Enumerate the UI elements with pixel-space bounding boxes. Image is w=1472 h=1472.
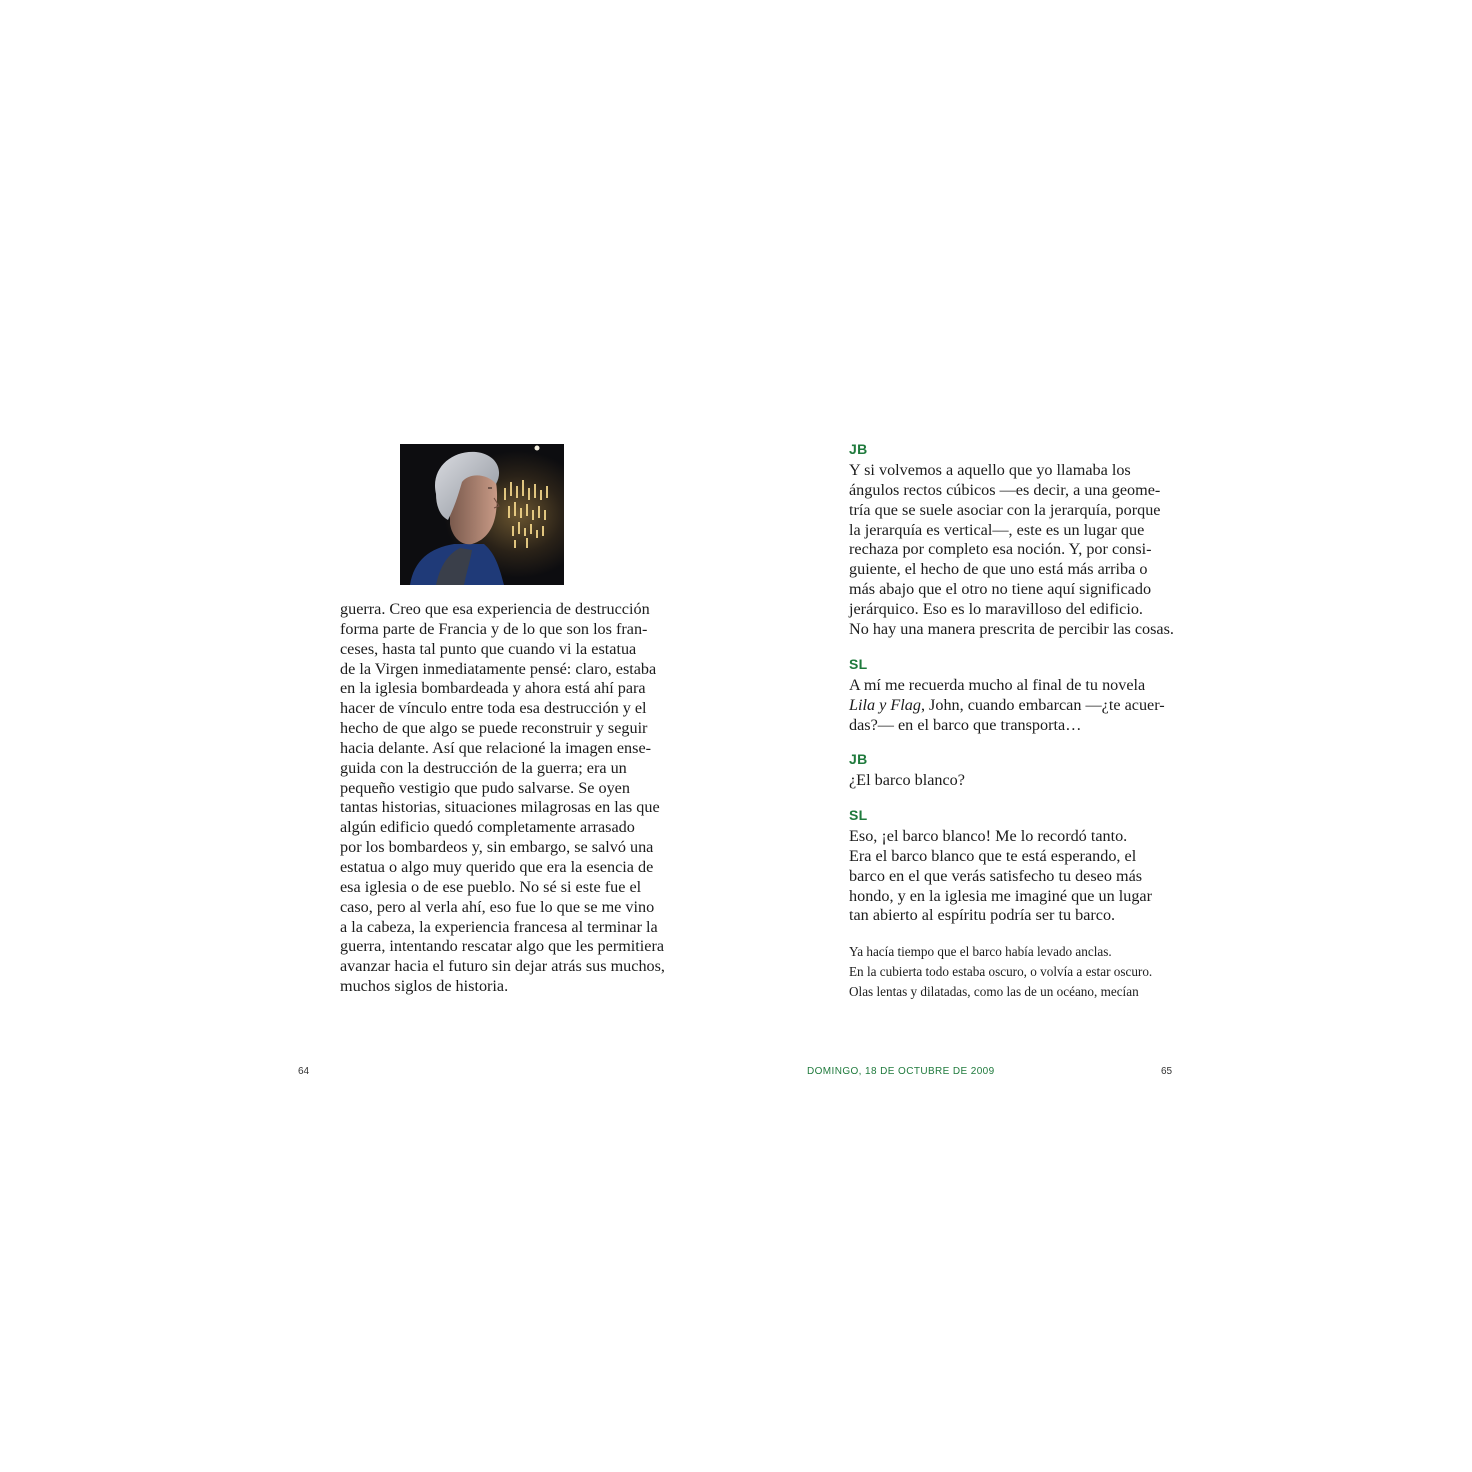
paragraph-line: guerra. Creo que esa experiencia de destrucción <box>340 600 650 618</box>
dialogue-line: ángulos rectos cúbicos —es decir, a una geome- <box>849 480 1161 499</box>
paragraph-line: guida con la destrucción de la guerra; era un <box>340 758 627 777</box>
page-number-left: 64 <box>298 1066 310 1077</box>
speaker-label: SL <box>849 656 868 672</box>
dialogue-line: Eso, ¡el barco blanco! Me lo recordó tanto. <box>849 827 1128 845</box>
paragraph-line: tantas historias, situaciones milagrosas en las que <box>340 798 660 817</box>
dialogue-line: guiente, el hecho de que uno está más arriba o <box>849 560 1148 579</box>
paragraph-line: por los bombardeos y, sin embargo, se salvó una <box>340 838 654 857</box>
paragraph-line: hacia delante. Así que relacioné la imagen ense- <box>340 738 652 757</box>
paragraph-line: avanzar hacia el futuro sin dejar atrás sus muchos, <box>340 957 665 976</box>
dialogue-block <box>849 827 1189 926</box>
dialogue-line: Y si volvemos a aquello que yo llamaba los <box>849 461 1131 479</box>
dialogue-line: barco en el que verás satisfecho tu deseo más <box>849 866 1143 885</box>
dialogue-line: tría que se suele asociar con la jerarquía, porque <box>849 500 1161 519</box>
dialogue-line: rechaza por completo esa noción. Y, por consi- <box>849 540 1152 559</box>
dialogue-line: la jerarquía es vertical—, este es un lugar que <box>849 520 1145 539</box>
dialogue-line: Era el barco blanco que te está esperando, el <box>849 846 1137 865</box>
dialogue-block <box>849 676 1189 736</box>
paragraph-line: guerra, intentando rescatar algo que les permitiera <box>340 937 665 956</box>
paragraph-line: ceses, hasta tal punto que cuando vi la estatua <box>340 639 637 658</box>
dialogue-line: tan abierto al espíritu podría ser tu barco. <box>849 906 1116 925</box>
paragraph-line: esa iglesia o de ese pueblo. No sé si este fue el <box>340 877 642 896</box>
paragraph-line: pequeño vestigio que pudo salvarse. Se oyen <box>340 778 630 797</box>
dialogue-line: jerárquico. Eso es lo maravilloso del edificio. <box>849 599 1143 618</box>
quoted-excerpt <box>849 942 1152 1001</box>
speaker-label: JB <box>849 751 868 767</box>
dialogue-block <box>849 461 1189 640</box>
dialogue-line: hondo, y en la iglesia me imaginé que un lugar <box>849 886 1152 905</box>
paragraph-line: de la Virgen inmediatamente pensé: claro, estaba <box>340 659 657 678</box>
excerpt-line: Ya hacía tiempo que el barco había levado anclas. <box>849 944 1112 959</box>
paragraph-line: hacer de vínculo entre toda esa destrucción y el <box>340 699 647 718</box>
excerpt-line: Olas lentas y dilatadas, como las de un océano, mecían <box>849 983 1139 999</box>
dialogue-line: A mí me recuerda mucho al final de tu novela <box>849 676 1146 694</box>
paragraph-line: estatua o algo muy querido que era la esencia de <box>340 857 654 876</box>
excerpt-line: En la cubierta todo estaba oscuro, o volvía a estar oscuro. <box>849 963 1153 979</box>
paragraph-line: hecho de que algo se puede reconstruir y seguir <box>340 719 648 738</box>
speaker-label: JB <box>849 441 868 457</box>
page-number-right: 65 <box>1161 1066 1173 1077</box>
dialogue-block <box>849 771 1189 791</box>
paragraph-line: algún edificio quedó completamente arrasado <box>340 818 635 837</box>
dialogue-line-rest: , John, cuando embarcan —¿te acuer- <box>920 695 1165 714</box>
dialogue-line: No hay una manera prescrita de percibir las cosas. <box>849 619 1174 638</box>
dialogue-line: más abajo que el otro no tiene aquí significado <box>849 580 1152 599</box>
dialogue-line: das?— en el barco que transporta… <box>849 715 1082 734</box>
dialogue-line: ¿El barco blanco? <box>849 771 965 789</box>
running-head: DOMINGO, 18 DE OCTUBRE DE 2009 <box>807 1066 995 1077</box>
speaker-label: SL <box>849 807 868 823</box>
paragraph-line: caso, pero al verla ahí, eso fue lo que se me vino <box>340 897 655 916</box>
paragraph-line: a la cabeza, la experiencia francesa al terminar la <box>340 917 658 936</box>
dialogue-line <box>849 696 1189 716</box>
paragraph-line: muchos siglos de historia. <box>340 977 509 996</box>
paragraph-line: en la iglesia bombardeada y ahora está ahí para <box>340 679 646 698</box>
paragraph-line: forma parte de Francia y de lo que son los fran- <box>340 619 648 638</box>
novel-title: Lila y Flag <box>849 695 921 714</box>
